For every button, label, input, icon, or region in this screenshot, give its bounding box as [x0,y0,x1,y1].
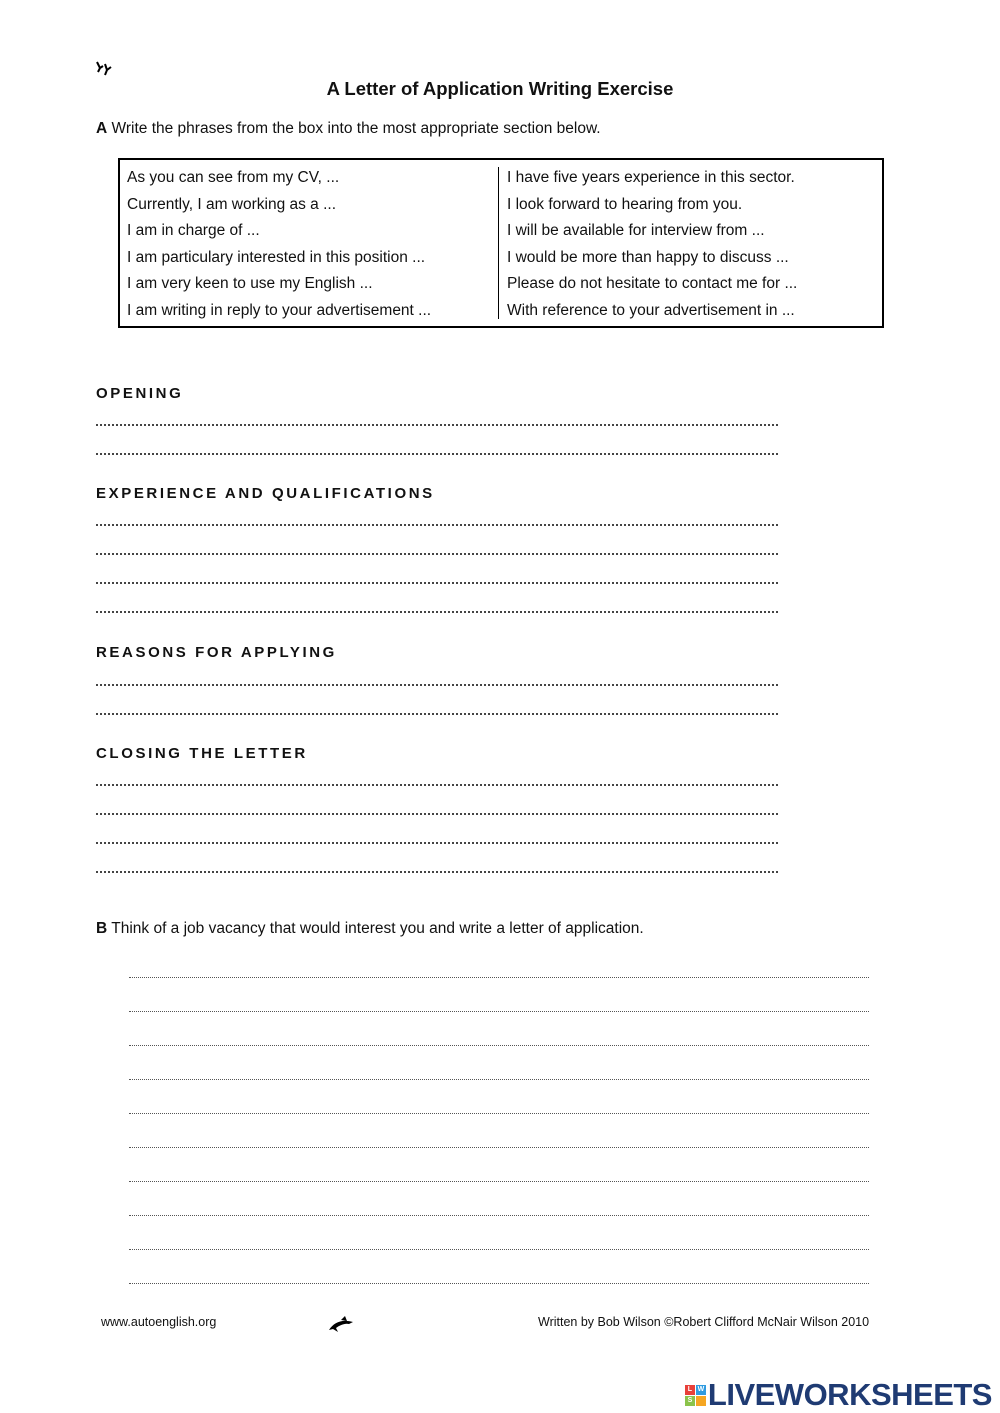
phrase-item: Currently, I am working as a ... [127,195,337,213]
phrase-item: I would be more than happy to discuss ... [507,248,789,266]
answer-line[interactable] [96,582,778,584]
heading-opening: OPENING [96,385,184,402]
letter-line[interactable] [129,1045,869,1046]
phrase-item: I will be available for interview from ... [507,222,765,240]
letter-line[interactable] [129,1283,869,1284]
section-a-instruction [96,120,601,138]
phrase-item: I have five years experience in this sector. [507,169,795,186]
phrase-item: With reference to your advertisement in ... [507,301,795,319]
logo-block [696,1396,706,1406]
letter-line[interactable] [129,1147,869,1148]
answer-line[interactable] [96,684,778,686]
phrase-item: As you can see from my CV, ... [127,169,340,186]
answer-line[interactable] [96,842,778,844]
letter-line[interactable] [129,1181,869,1182]
section-b-instruction [96,920,644,938]
column-divider [498,167,499,319]
letter-line[interactable] [129,1249,869,1250]
heading-experience: EXPERIENCE AND QUALIFICATIONS [96,485,435,502]
letter-line[interactable] [129,977,869,978]
logo-block: W [697,1385,705,1393]
section-b-label: B [96,920,108,937]
section-b-text: Think of a job vacancy that would interest you and write a letter of application. [111,920,644,937]
heading-reasons: REASONS FOR APPLYING [96,644,337,661]
dolphin-logo-icon [326,1313,358,1335]
phrase-box [118,158,884,328]
answer-line[interactable] [96,611,778,613]
letter-line[interactable] [129,1011,869,1012]
answer-line[interactable] [96,784,778,786]
heading-closing: CLOSING THE LETTER [96,745,308,762]
answer-line[interactable] [96,713,778,715]
phrase-column-right [507,165,797,325]
footer-website[interactable]: www.autoenglish.org [101,1315,217,1329]
liveworksheets-logo[interactable] [685,1377,992,1413]
logo-text: LIVEWORKSHEETS [707,1377,992,1412]
decorative-mark-icon [94,58,116,78]
letter-line[interactable] [129,1113,869,1114]
answer-line[interactable] [96,424,778,426]
logo-block: S [685,1396,695,1406]
page-title: A Letter of Application Writing Exercise [326,78,674,99]
phrase-column-left [127,165,431,325]
phrase-item: I am very keen to use my English ... [127,275,373,293]
section-a-label: A [96,120,108,137]
phrase-item: I am writing in reply to your advertisement ... [127,301,432,319]
answer-line[interactable] [96,813,778,815]
answer-line[interactable] [96,871,778,873]
phrase-item: I look forward to hearing from you. [507,195,743,213]
answer-line[interactable] [96,524,778,526]
phrase-item: Please do not hesitate to contact me for ... [507,275,798,293]
logo-block: L [685,1385,695,1395]
letter-line[interactable] [129,1215,869,1216]
phrase-item: I am in charge of ... [127,222,260,240]
logo-blocks-icon [685,1385,706,1406]
letter-line[interactable] [129,1079,869,1080]
answer-line[interactable] [96,553,778,555]
answer-line[interactable] [96,453,778,455]
section-a-text: Write the phrases from the box into the most appropriate section below. [111,120,601,137]
footer-credit: Written by Bob Wilson ©Robert Clifford McNair Wilson 2010 [538,1315,870,1329]
phrase-item: I am particulary interested in this position ... [127,248,426,266]
